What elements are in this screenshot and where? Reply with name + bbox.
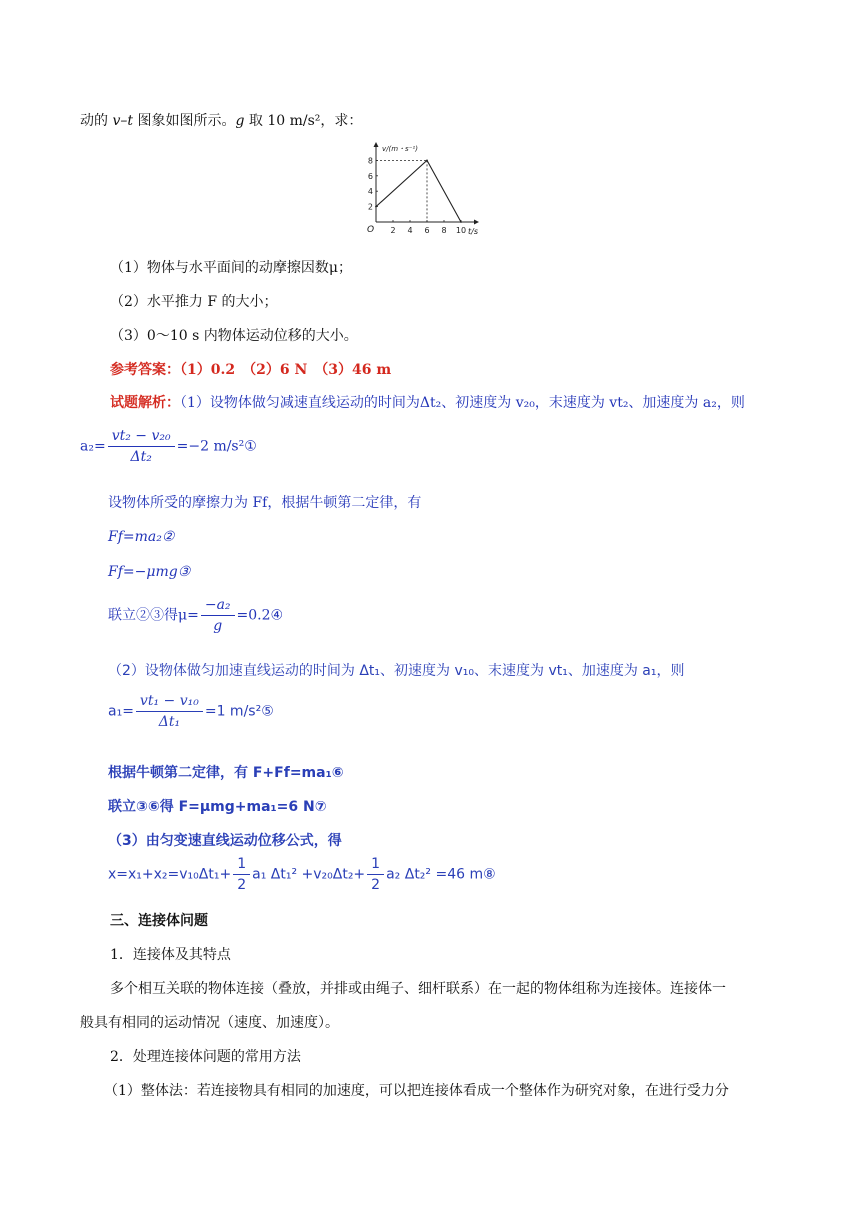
x-tick-label: 6 xyxy=(424,226,430,235)
equation-2: Ff=ma₂② xyxy=(108,529,175,545)
equation-5 xyxy=(108,693,274,730)
eq1-numerator: vt₂ − v₂₀ xyxy=(108,428,175,447)
paragraph-2: （1）整体法：若连接物具有相同的加速度，可以把连接体看成一个整体作为研究对象，在进行受力分 xyxy=(104,1083,729,1099)
data-point xyxy=(460,221,462,223)
analysis-line-1 xyxy=(110,393,745,413)
eq8-part-b: a₁ Δt₁² +v₂₀Δt₂+ xyxy=(252,866,366,883)
eq8-half-2-num: 1 xyxy=(367,856,384,875)
data-point xyxy=(426,160,428,162)
eq1-lhs: a₂= xyxy=(80,438,106,455)
question-2: （2）水平推力 F 的大小； xyxy=(110,294,278,310)
eq5-lhs: a₁= xyxy=(108,703,134,720)
eq4-denominator: g xyxy=(213,618,223,634)
answer-label: 参考答案： xyxy=(110,362,180,378)
equation-4 xyxy=(108,597,283,634)
section-heading: 三、连接体问题 xyxy=(110,913,208,929)
subheading-2: 2．处理连接体问题的常用方法 xyxy=(110,1049,301,1065)
x-tick-label: 4 xyxy=(407,226,413,235)
eq4-fraction xyxy=(201,597,235,634)
eq5-rhs: =1 m/s²⑤ xyxy=(204,703,274,720)
eq4-lhs: 联立②③得μ= xyxy=(108,607,199,624)
answer-text: （1）0.2 （2）6 N （3）46 m xyxy=(180,362,392,378)
equation-7: 联立③⑥得 F=μmg+ma₁=6 N⑦ xyxy=(108,799,327,815)
intro-vt: v–t xyxy=(112,113,133,129)
x-tick-label: 10 xyxy=(455,226,467,235)
equation-1 xyxy=(80,428,257,465)
x-axis-label: t/s xyxy=(468,227,478,236)
origin-label: O xyxy=(367,225,375,235)
eq8-half-1-num: 1 xyxy=(233,856,250,875)
eq8-part-c: a₂ Δt₂² =46 m⑧ xyxy=(386,866,496,883)
eq5-fraction xyxy=(136,693,203,730)
y-tick-label: 2 xyxy=(367,202,373,212)
eq8-half-2-den: 2 xyxy=(371,877,381,893)
x-axis-arrow xyxy=(474,220,479,225)
intro-line xyxy=(80,111,362,131)
data-point xyxy=(375,206,377,208)
y-tick-label: 6 xyxy=(367,171,373,181)
velocity-line xyxy=(376,160,461,222)
x-tick-label: 2 xyxy=(390,226,396,235)
eq4-numerator: −a₂ xyxy=(201,597,235,616)
eq8-half-1 xyxy=(233,856,250,893)
answer-line xyxy=(110,360,391,380)
eq1-fraction xyxy=(108,428,175,465)
y-tick-label: 8 xyxy=(367,156,373,166)
paragraph-1-line-2: 般具有相同的运动情况（速度、加速度）。 xyxy=(80,1015,339,1031)
question-1: （1）物体与水平面间的动摩擦因数μ； xyxy=(110,260,353,276)
y-axis-label: v/(m・s⁻¹) xyxy=(382,145,418,153)
eq1-denominator: Δt₂ xyxy=(130,449,152,465)
analysis-part3-intro: （3）由匀变速直线运动位移公式，得 xyxy=(108,833,342,849)
eq5-denominator: Δt₁ xyxy=(158,714,181,730)
eq5-numerator: vt₁ − v₁₀ xyxy=(136,693,203,712)
analysis-part2-intro: （2）设物体做匀加速直线运动的时间为 Δt₁、初速度为 v₁₀、末速度为 vt₁、加速度为 a₁，则 xyxy=(108,663,685,679)
y-axis-arrow xyxy=(374,142,379,147)
eq8-part-a: x=x₁+x₂=v₁₀Δt₁+ xyxy=(108,866,232,883)
eq8-half-1-den: 2 xyxy=(237,877,247,893)
subheading-1: 1．连接体及其特点 xyxy=(110,947,231,963)
analysis-label: 试题解析： xyxy=(110,395,180,411)
intro-g: g xyxy=(235,113,245,129)
y-tick-label: 4 xyxy=(367,187,373,197)
equation-8 xyxy=(108,856,496,893)
vt-graph xyxy=(360,140,480,240)
analysis-line-2: 设物体所受的摩擦力为 Ff，根据牛顿第二定律，有 xyxy=(108,495,422,511)
question-3: （3）0～10 s 内物体运动位移的大小。 xyxy=(110,328,358,344)
intro-prefix: 动的 xyxy=(80,113,113,129)
equation-3: Ff=−μmg③ xyxy=(108,564,191,580)
x-tick-label: 8 xyxy=(441,226,447,235)
intro-mid: 图象如图所示。 xyxy=(133,113,236,129)
intro-tail: 取 10 m/s²，求： xyxy=(244,113,363,129)
eq4-rhs: =0.2④ xyxy=(236,607,284,624)
eq1-rhs: =−2 m/s²① xyxy=(176,438,257,455)
equation-6: 根据牛顿第二定律，有 F+Ff=ma₁⑥ xyxy=(108,765,344,781)
eq8-half-2 xyxy=(367,856,384,893)
analysis-part1-intro: （1）设物体做匀减速直线运动的时间为Δt₂、初速度为 v₂₀，末速度为 vt₂、加速度为 a₂，则 xyxy=(180,395,745,411)
paragraph-1-line-1: 多个相互关联的物体连接（叠放，并排或由绳子、细杆联系）在一起的物体组称为连接体。连接体一 xyxy=(110,981,726,997)
